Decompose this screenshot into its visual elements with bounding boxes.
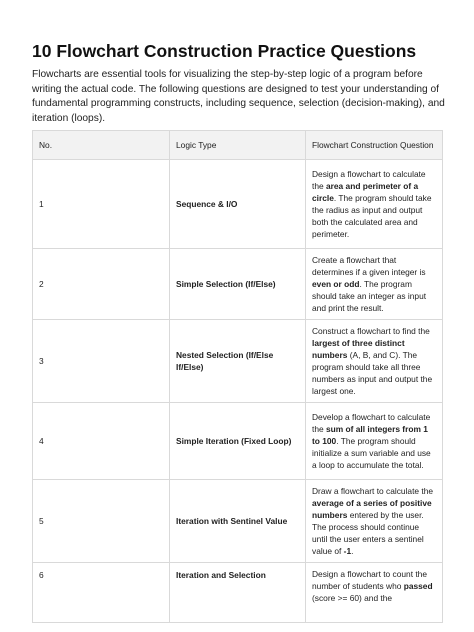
questions-table [32, 130, 443, 623]
logic-type: Iteration with Sentinel Value [170, 480, 306, 563]
question-text: Design a flowchart to calculate the area and perimeter of a circle. The program should take the radius as input and output both the calculated area and perimeter. [306, 160, 443, 249]
question-text: Develop a flowchart to calculate the sum of all integers from 1 to 100. The program should initialize a sum variable and use a loop to accumulate the total. [306, 403, 443, 480]
row-number: 3 [33, 320, 170, 403]
table-row [33, 403, 443, 480]
table-row [33, 320, 443, 403]
row-number: 6 [33, 563, 170, 623]
question-text: Design a flowchart to count the number of students who passed (score >= 60) and the [306, 563, 443, 623]
table-row [33, 563, 443, 623]
logic-type: Simple Iteration (Fixed Loop) [170, 403, 306, 480]
table-row [33, 249, 443, 320]
header-no: No. [33, 131, 170, 160]
question-text: Construct a flowchart to find the largest of three distinct numbers (A, B, and C). The program should take all three numbers as input and output the largest one. [306, 320, 443, 403]
question-text: Draw a flowchart to calculate the average of a series of positive numbers entered by the user. The process should continue until the user enters a sentinel value of -1. [306, 480, 443, 563]
table-row [33, 160, 443, 249]
page-title: 10 Flowchart Construction Practice Questions [32, 41, 417, 61]
logic-type: Sequence & I/O [170, 160, 306, 249]
table-row [33, 480, 443, 563]
logic-type: Nested Selection (If/Else If/Else) [170, 320, 306, 403]
logic-type: Iteration and Selection [170, 563, 306, 623]
row-number: 5 [33, 480, 170, 563]
row-number: 2 [33, 249, 170, 320]
table-header-row [33, 131, 443, 160]
logic-type: Simple Selection (If/Else) [170, 249, 306, 320]
intro-paragraph: Flowcharts are essential tools for visualizing the step-by-step logic of a program before writing the actual code. The following questions are designed to test your understanding of fundamental programming constructs, including sequence, selection (decision-making), and iteration (loops). [32, 69, 445, 124]
question-text: Create a flowchart that determines if a given integer is even or odd. The program should take an integer as input and print the result. [306, 249, 443, 320]
row-number: 1 [33, 160, 170, 249]
header-logic-type: Logic Type [170, 131, 306, 160]
header-question: Flowchart Construction Question [306, 131, 443, 160]
row-number: 4 [33, 403, 170, 480]
